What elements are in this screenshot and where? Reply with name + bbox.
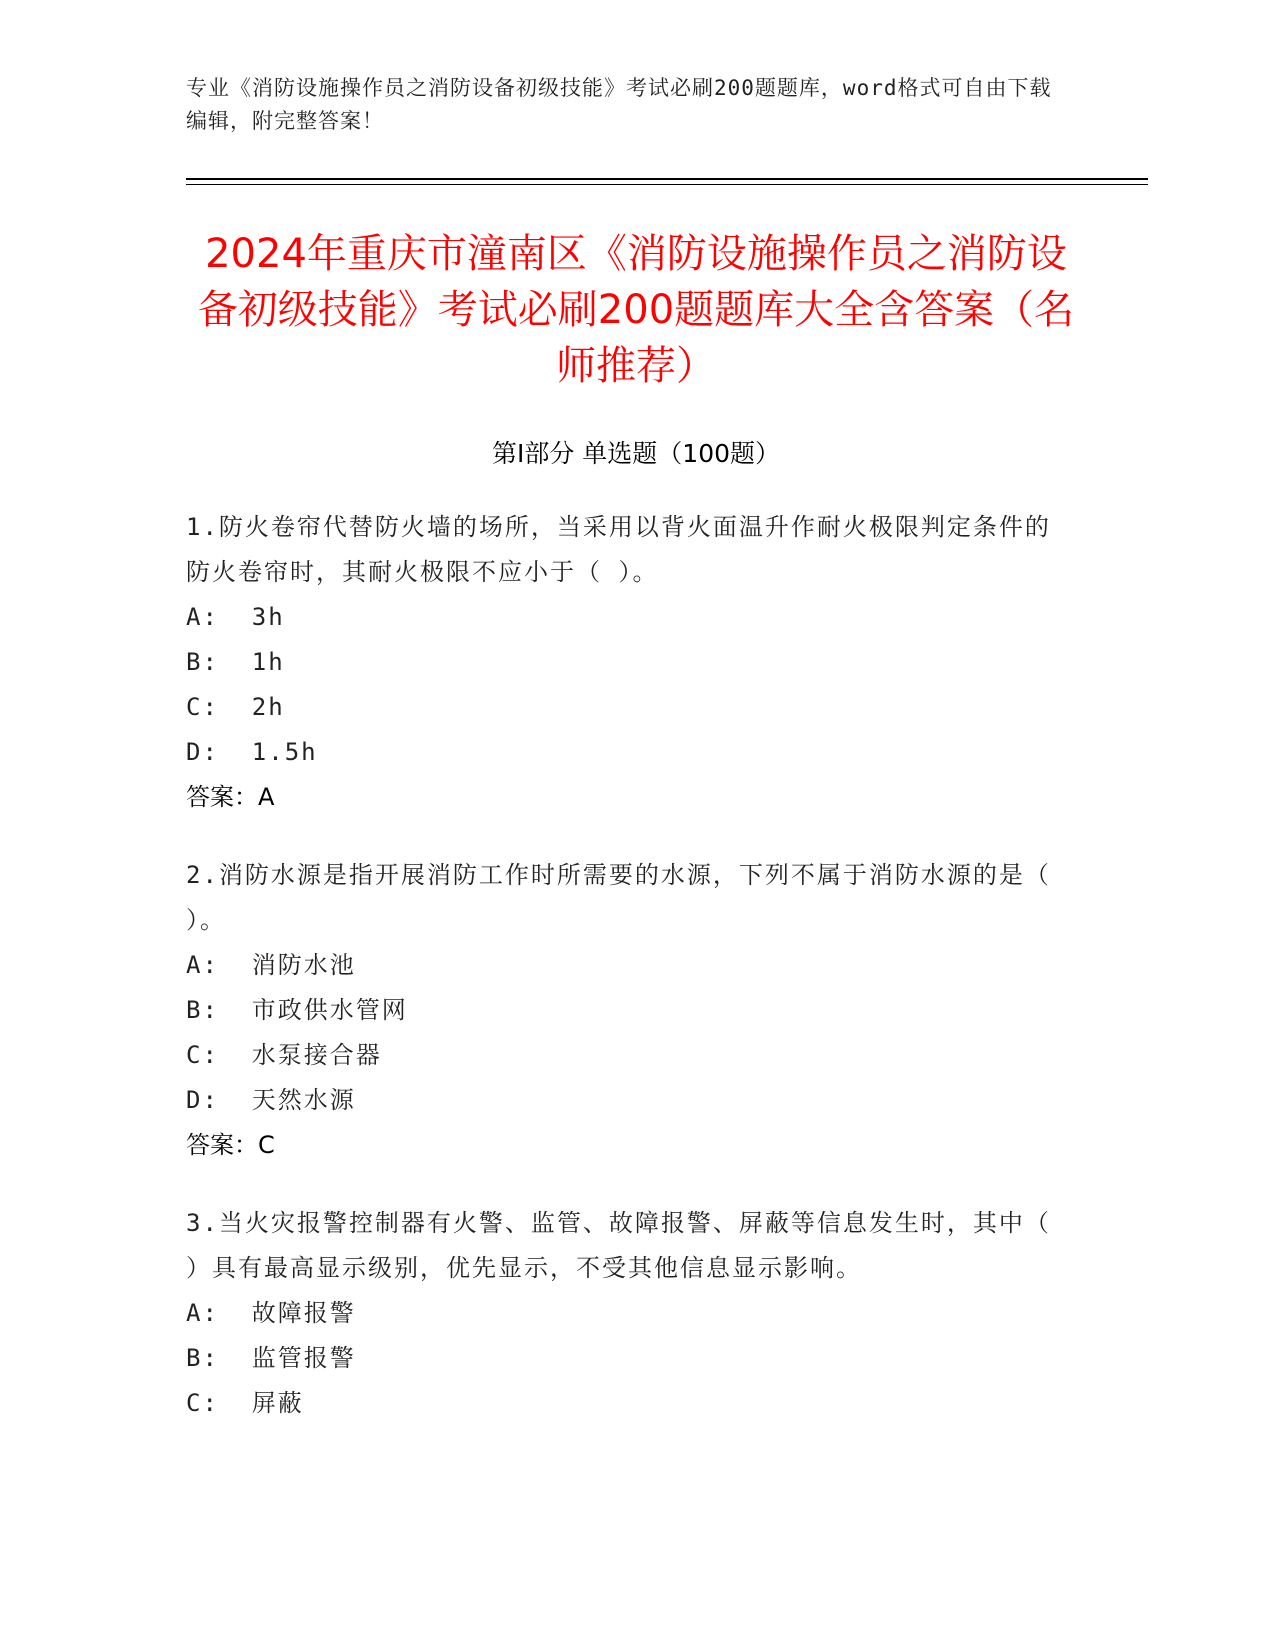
question-stem: 1.防火卷帘代替防火墙的场所，当采用以背火面温升作耐火极限判定条件的防火卷帘时，其耐火极限不应小于（ ）。 bbox=[186, 513, 1051, 586]
option-c: C: 屏蔽 bbox=[186, 1389, 304, 1417]
option-b: B: 1h bbox=[186, 648, 285, 676]
section-title: 第I部分 单选题（100题） bbox=[491, 439, 781, 468]
answer: 答案：C bbox=[186, 1131, 275, 1159]
question-3 bbox=[186, 1201, 1066, 1426]
option-a: A: 3h bbox=[186, 603, 285, 631]
header-divider-thin bbox=[186, 184, 1148, 185]
question-1 bbox=[186, 505, 1066, 820]
header-divider-thick bbox=[186, 178, 1148, 180]
option-d: D: 天然水源 bbox=[186, 1086, 356, 1114]
document-title: 2024年重庆市潼南区《消防设施操作员之消防设备初级技能》考试必刷200题题库大全含答案（名师推荐） bbox=[197, 231, 1075, 389]
question-stem: 2.消防水源是指开展消防工作时所需要的水源，下列不属于消防水源的是（ ）。 bbox=[186, 861, 1051, 934]
header-note: 专业《消防设施操作员之消防设备初级技能》考试必刷200题题库，word格式可自由下载编辑，附完整答案！ bbox=[186, 76, 1052, 133]
option-c: C: 水泵接合器 bbox=[186, 1041, 382, 1069]
option-b: B: 监管报警 bbox=[186, 1344, 356, 1372]
option-c: C: 2h bbox=[186, 693, 285, 721]
option-b: B: 市政供水管网 bbox=[186, 996, 408, 1024]
option-d: D: 1.5h bbox=[186, 738, 318, 766]
question-2 bbox=[186, 853, 1066, 1168]
question-stem: 3.当火灾报警控制器有火警、监管、故障报警、屏蔽等信息发生时，其中（ ）具有最高显示级别，优先显示，不受其他信息显示影响。 bbox=[186, 1209, 1051, 1282]
option-a: A: 消防水池 bbox=[186, 951, 356, 979]
answer: 答案：A bbox=[186, 783, 275, 811]
option-a: A: 故障报警 bbox=[186, 1299, 356, 1327]
